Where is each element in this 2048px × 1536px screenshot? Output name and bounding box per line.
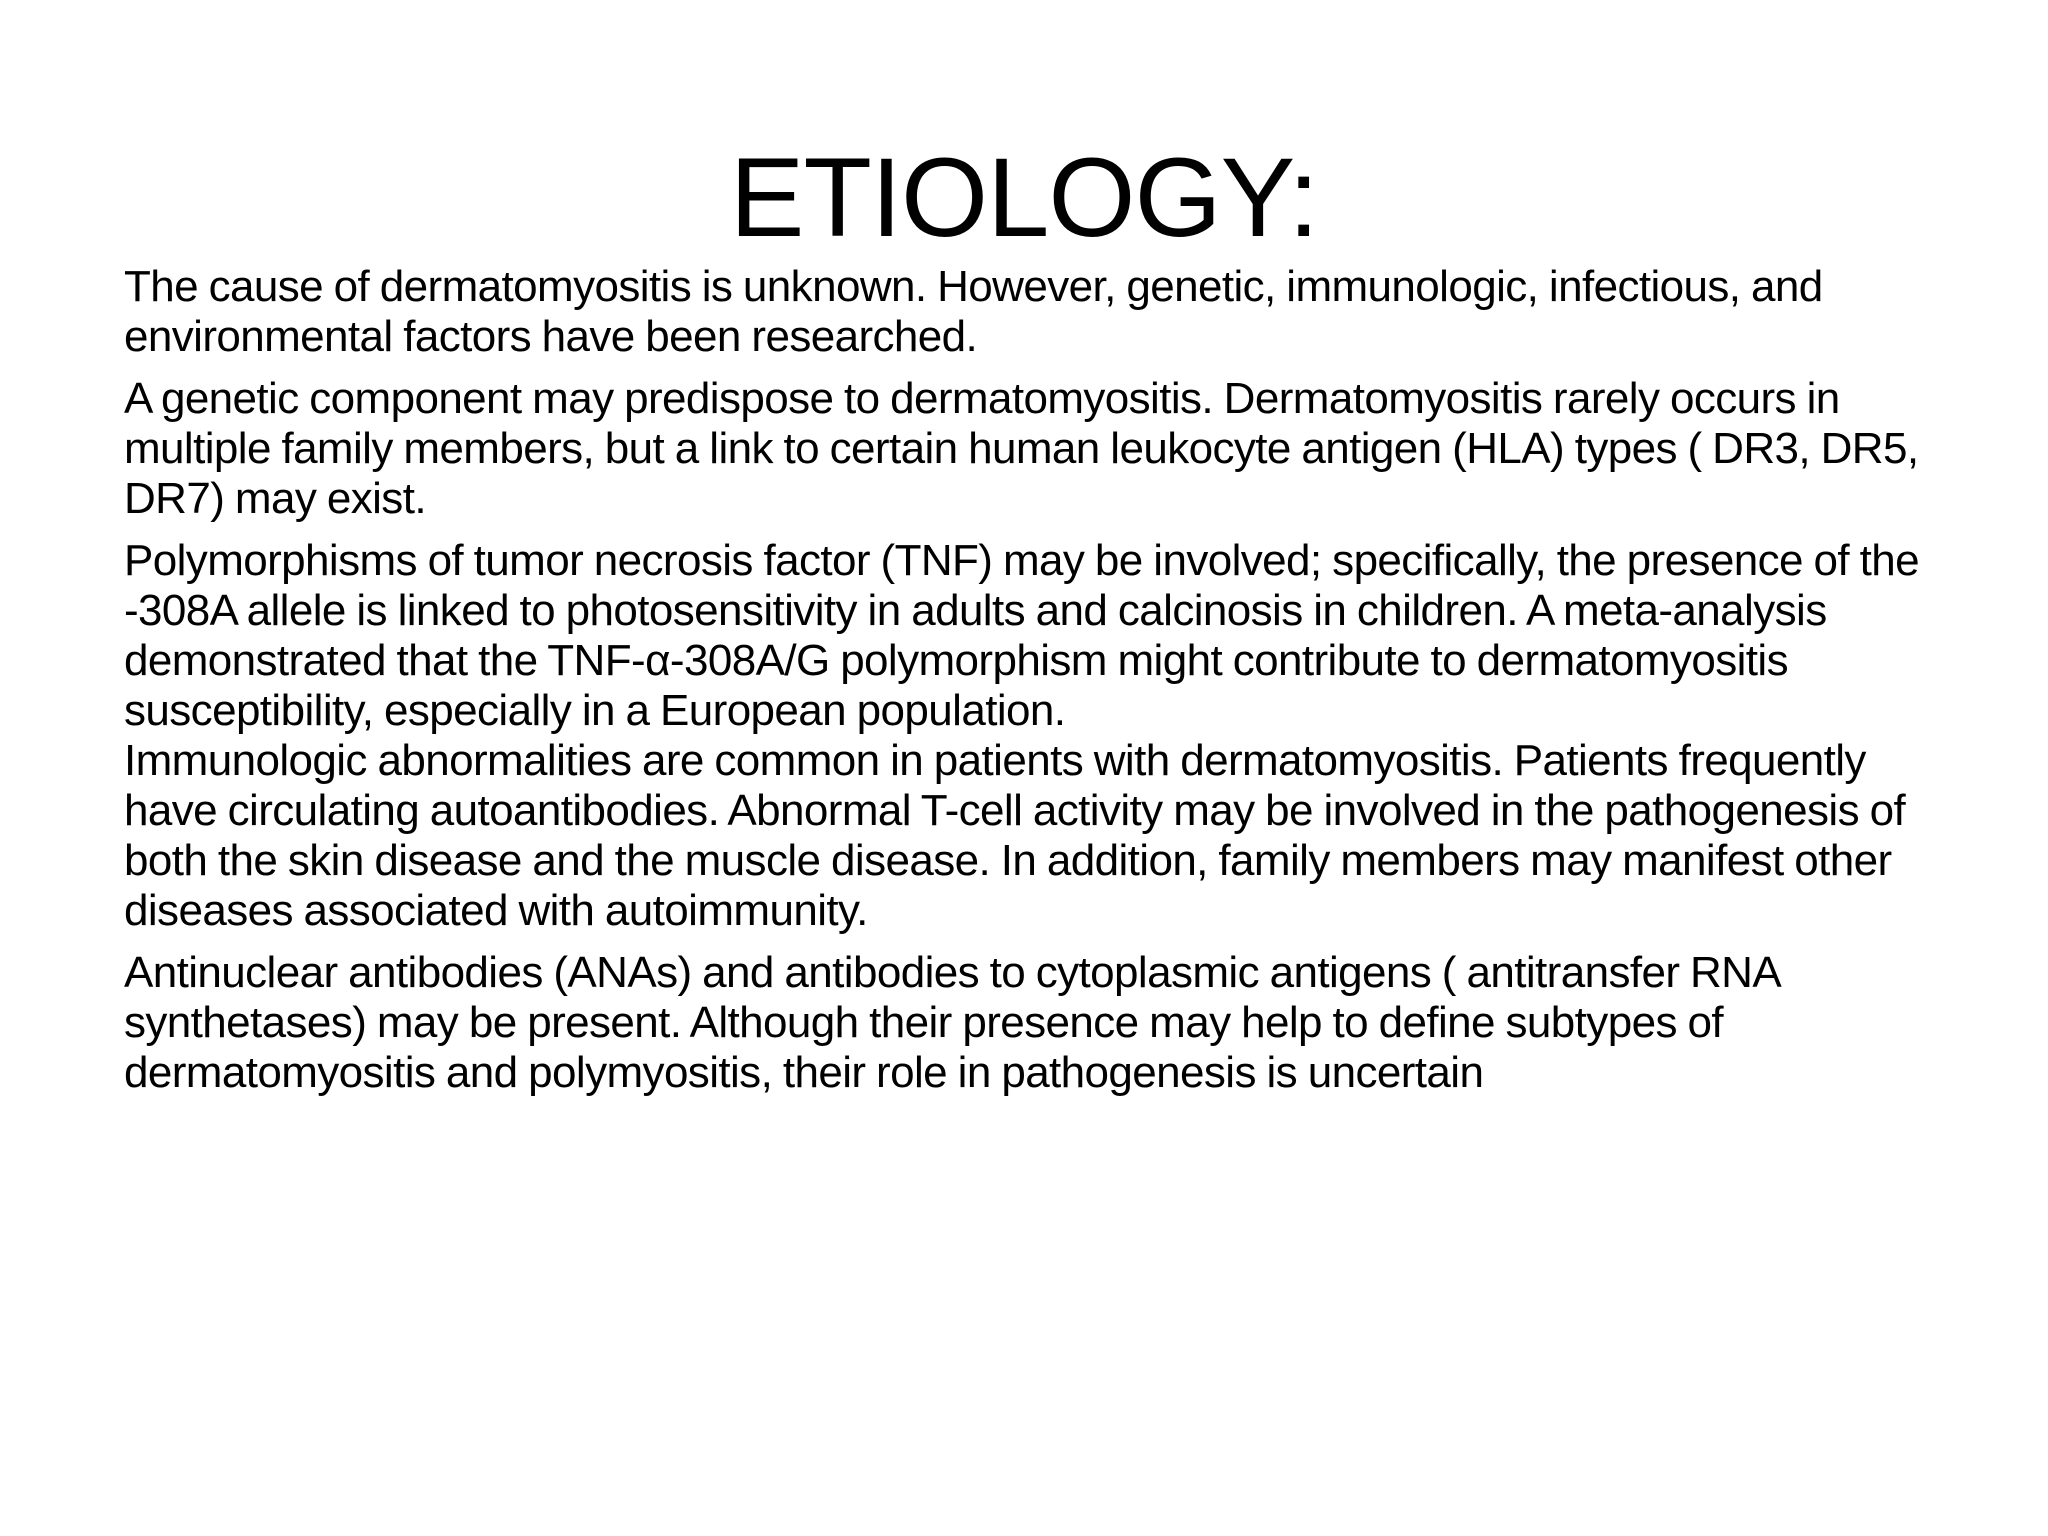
paragraph-tnf: Polymorphisms of tumor necrosis factor (TNF) may be involved; specifically, the presence of the -308A allele is linked to photosensitivity in adults and calcinosis in children. A meta-analysis demonstrated that the TNF-α-308A/G polymorphism might contribute to dermatomyositis susceptibility, especially in a European population. — [124, 536, 1919, 735]
paragraph-genetic: A genetic component may predispose to dermatomyositis. Dermatomyositis rarely occurs in multiple family members, but a link to certain human leukocyte antigen (HLA) types ( DR3, DR5, DR7) may exist. — [124, 374, 1919, 523]
paragraph-immunologic: Immunologic abnormalities are common in patients with dermatomyositis. Patients frequently have circulating autoantibodies. Abnormal T-cell activity may be involved in the pathogenesis of both the skin disease and the muscle disease. In addition, family members may manifest other diseases associated with autoimmunity. — [124, 736, 1906, 935]
slide-body — [124, 262, 1954, 1110]
paragraph-cause: The cause of dermatomyositis is unknown. However, genetic, immunologic, infectious, and environmental factors have been researched. — [124, 262, 1823, 361]
slide-title: ETIOLOGY: — [729, 135, 1319, 260]
paragraph-antibodies: Antinuclear antibodies (ANAs) and antibodies to cytoplasmic antigens ( antitransfer RNA synthetases) may be present. Although their presence may help to define subtypes of dermatomyositis and polymyositis, their role in pathogenesis is uncertain — [124, 948, 1779, 1097]
